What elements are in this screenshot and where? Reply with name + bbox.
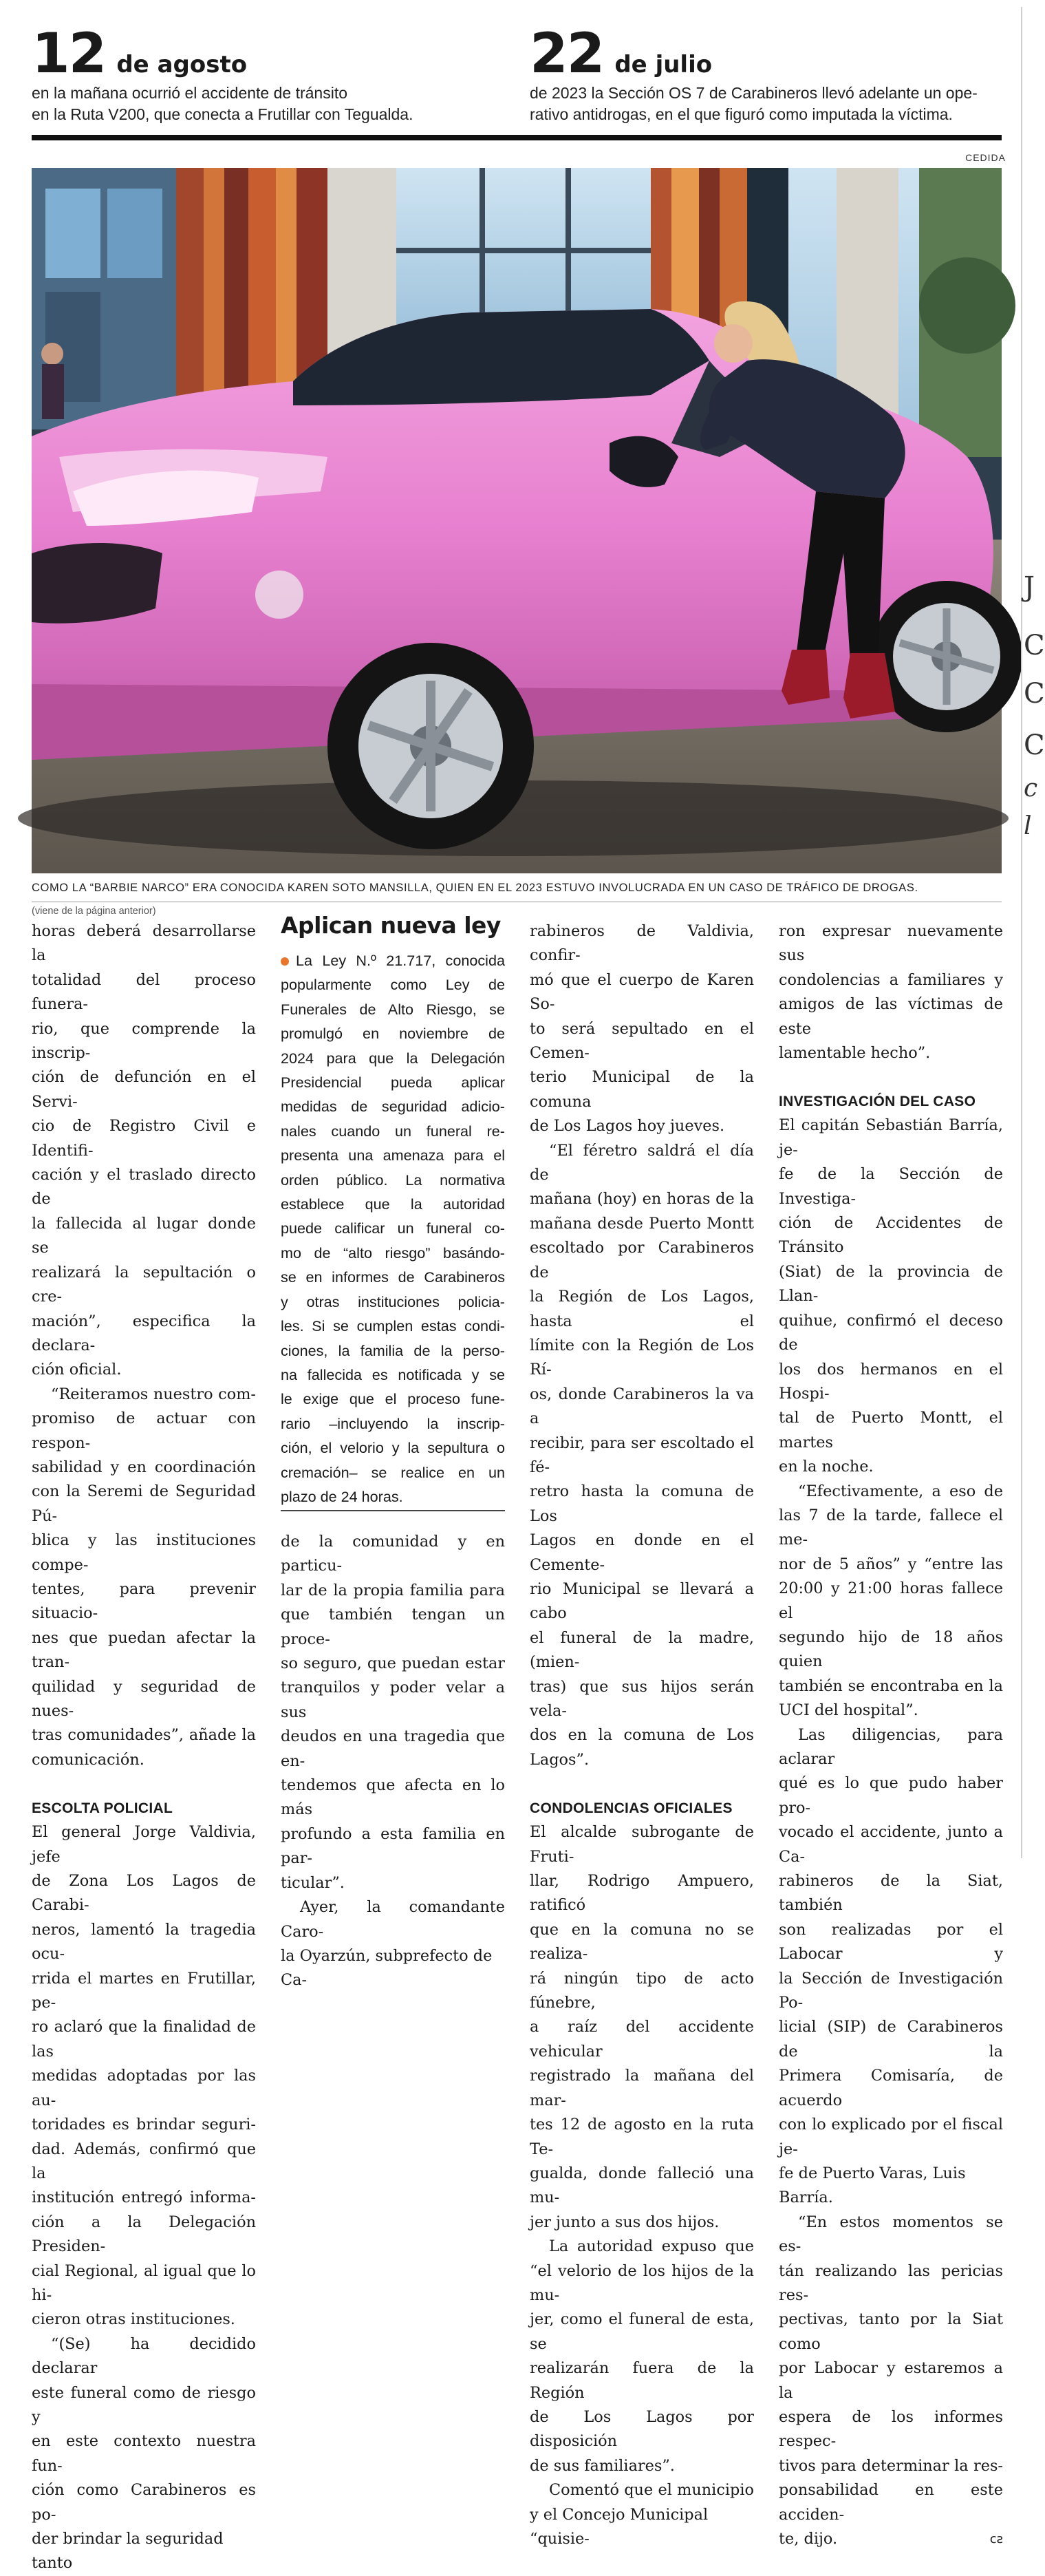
fact-unit: de agosto (116, 51, 248, 78)
text-line: nor de 5 años” y “entre las (779, 1555, 1003, 1573)
text-line: rabineros de Valdivia, confir- (530, 922, 754, 965)
text-line: las 7 de la tarde, fallece el me- (779, 1506, 1003, 1549)
text-line: tendemos que afecta en lo más (281, 1776, 505, 1819)
text-line: lamentable hecho”. (779, 1044, 931, 1063)
sidebox-line: rario –incluyendo la inscrip- (281, 1414, 505, 1432)
text-line: deudos en una tragedia que en- (281, 1727, 505, 1770)
text-line: Ayer, la comandante Caro- (281, 1898, 505, 1941)
text-line: registrado la mañana del mar- (530, 2067, 754, 2109)
text-line: dos en la comuna de Los (530, 1726, 754, 1745)
text-line: comunicación. (32, 1750, 144, 1769)
fact-number: 12 (32, 21, 106, 85)
text-line: tán realizando las pericias res- (779, 2261, 1003, 2304)
text-line: dad. Además, confirmó que la (32, 2140, 256, 2182)
text-line: ción de Accidentes de Tránsito (779, 1214, 1003, 1257)
text-line: la Sección de Investigación Po- (779, 1969, 1003, 2012)
text-line: escoltado por Carabineros de (530, 1239, 754, 1281)
text-line: mañana (hoy) en horas de la (530, 1190, 754, 1209)
text-line: condolencias a familiares y (779, 970, 1003, 989)
text-line: totalidad del proceso funera- (32, 970, 256, 1014)
sidebox-line: Funerales de Alto Riesgo, se (281, 1000, 505, 1018)
text-line: “El féretro saldrá el día de (530, 1141, 754, 1184)
text-line: sabilidad y en coordinación (32, 1458, 256, 1476)
sidebox-line: popularmente como Ley de (281, 976, 505, 994)
text-line: jer junto a sus dos hijos. (530, 2213, 720, 2231)
edge-glyph: l (1024, 812, 1032, 840)
edge-glyph: C (1024, 630, 1045, 661)
sidebox-line: puede calificar un funeral co- (281, 1220, 505, 1237)
text-line: rio, que comprende la inscrip- (32, 1019, 256, 1063)
text-line: El general Jorge Valdivia, jefe (32, 1823, 256, 1866)
text-line: con la Seremi de Seguridad Pú- (32, 1482, 256, 1525)
edge-glyph: J (1024, 571, 1035, 603)
text-line: rio Municipal se llevará a cabo (530, 1579, 754, 1623)
sidebox-line: na fallecida es notificada y se (281, 1365, 505, 1383)
text-line: El alcalde subrogante de Fruti- (530, 1823, 754, 1866)
text-line: tivos para determinar la res- (779, 2456, 1003, 2475)
text-line: institución entregó informa- (32, 2189, 256, 2207)
section-heading: CONDOLENCIAS OFICIALES (530, 1800, 733, 1817)
text-line: tranquilos y poder velar a sus (281, 1679, 505, 1721)
section-heading: INVESTIGACIÓN DEL CASO (779, 1094, 976, 1110)
text-line: cial Regional, al igual que lo hi- (32, 2261, 256, 2304)
text-line: (Siat) de la provincia de Llan- (779, 1262, 1003, 1306)
section-heading: ESCOLTA POLICIAL (32, 1800, 173, 1817)
text-line: mañana desde Puerto Montt (530, 1214, 754, 1233)
sidebox-line: le exige que el proceso fune- (281, 1390, 505, 1408)
text-line: qué es lo que pudo haber pro- (779, 1774, 1003, 1817)
article-paragraph (530, 1139, 754, 1773)
sidebox-line: plazo de 24 horas. (281, 1487, 403, 1505)
text-line: ción como Carabineros es po- (32, 2481, 256, 2524)
sidebox-line: La Ley N.º 21.717, conocida (281, 948, 505, 972)
sidebox-line: promulgó en noviembre de (281, 1025, 505, 1043)
text-line: tras) que sus hijos serán vela- (530, 1677, 754, 1720)
fact-line: en la Ruta V200, que conecta a Frutillar con Tegualda. (32, 105, 413, 123)
text-line: os, donde Carabineros la va a (530, 1385, 754, 1428)
article-column-1 (32, 919, 256, 2576)
text-line: UCI del hospital”. (779, 1701, 918, 1720)
edge-glyph: C (1024, 730, 1045, 761)
text-line: que en la comuna no se realiza- (530, 1920, 754, 1963)
text-line: la Región de Los Lagos, hasta el (530, 1288, 754, 1330)
article-column-2 (281, 1530, 505, 1993)
text-line: blica y las instituciones compe- (32, 1531, 256, 1574)
text-line: amigos de las víctimas de este (779, 995, 1003, 1038)
text-line: horas deberá desarrollarse la (32, 922, 256, 965)
fact-unit: de julio (614, 51, 713, 78)
text-line: llar, Rodrigo Ampuero, ratificó (530, 1872, 754, 1915)
text-line: de Los Lagos hoy jueves. (530, 1117, 725, 1136)
text-line: quilidad y seguridad de nues- (32, 1677, 256, 1720)
text-line: ticular”. (281, 1873, 345, 1892)
text-line: profundo a esta familia en par- (281, 1824, 505, 1868)
text-line: tal de Puerto Montt, el martes (779, 1409, 1003, 1451)
article-paragraph (779, 919, 1003, 1065)
text-line: a raíz del accidente vehicular (530, 2018, 754, 2061)
photo-caption: COMO LA “BARBIE NARCO” ERA CONOCIDA KAREN SOTO MANSILLA, QUIEN EN EL 2023 ESTUVO INVOLUCRADA EN UN CASO DE TRÁFICO DE DROGAS. (32, 882, 918, 894)
text-line: de sus familiares”. (530, 2456, 675, 2475)
next-page-edge (1017, 0, 1045, 1864)
sidebox-line: establece que la autoridad (281, 1195, 505, 1213)
text-line: Primera Comisaría, de acuerdo (779, 2067, 1003, 2109)
text-line: el funeral de la madre, (mien- (530, 1628, 754, 1672)
text-line: de Zona Los Lagos de Carabi- (32, 1872, 256, 1915)
text-line: Lagos”. (530, 1750, 590, 1769)
fact-line: de 2023 la Sección OS 7 de Carabineros llevó adelante un ope- (530, 84, 978, 102)
text-line: rá ningún tipo de acto fúnebre, (530, 1969, 754, 2012)
text-line: rrida el martes en Frutillar, pe- (32, 1969, 256, 2012)
sidebox-line: presenta una amenaza para el (281, 1147, 505, 1164)
text-line: promiso de actuar con respon- (32, 1409, 256, 1452)
text-line: neros, lamentó la tragedia ocu- (32, 1920, 256, 1963)
text-line: por Labocar y estaremos a la (779, 2359, 1003, 2402)
fact-number: 22 (530, 21, 604, 85)
text-line: recibir, para ser escoltado el fé- (530, 1434, 754, 1476)
sidebox-line: nales cuando un funeral re- (281, 1122, 505, 1140)
text-line: fe de la Sección de Investiga- (779, 1165, 1003, 1208)
text-line: Comentó que el municipio (549, 2481, 754, 2500)
fact-text (32, 83, 413, 125)
bystander (41, 343, 64, 419)
text-line: este funeral como de riesgo y (32, 2383, 256, 2426)
sidebox-rule (281, 1510, 505, 1511)
text-line: lar de la propia familia para (281, 1581, 505, 1599)
article-paragraph (281, 1895, 505, 1993)
text-line: jer, como el funeral de esta, se (530, 2310, 754, 2353)
text-line: “(Se) ha decidido declarar (32, 2334, 256, 2378)
text-line: Las diligencias, para aclarar (779, 1725, 1003, 1768)
sidebox-line: cremación– se realice en un (281, 1463, 505, 1481)
sidebox-line: Presidencial pueda aplicar (281, 1074, 505, 1092)
text-line: ción a la Delegación Presiden- (32, 2213, 256, 2256)
text-line: medidas adoptadas por las au- (32, 2067, 256, 2109)
article-paragraph (32, 2332, 256, 2576)
text-line: pectivas, tanto por la Siat como (779, 2310, 1003, 2353)
text-line: quihue, confirmó el deceso de (779, 1311, 1003, 1354)
text-line: to será sepultado en el Cemen- (530, 1019, 754, 1063)
fact-text (530, 83, 978, 125)
text-line: “En estos momentos se es- (779, 2213, 1003, 2256)
text-line: cio de Registro Civil e Identifi- (32, 1117, 256, 1160)
text-line: ción oficial. (32, 1361, 122, 1379)
text-line: de Los Lagos por disposición (530, 2407, 754, 2451)
continued-note: (viene de la página anterior) (32, 906, 156, 917)
sidebox-line: 2024 para que la Delegación (281, 1049, 505, 1067)
text-line: realizará la sepultación o cre- (32, 1263, 256, 1306)
text-line: tras comunidades”, añade la (32, 1726, 256, 1745)
text-line: tes 12 de agosto en la ruta Te- (530, 2116, 754, 2158)
text-line: te, dijo. ᴄƨ (779, 2527, 1003, 2551)
article-paragraph (530, 2235, 754, 2478)
text-line: mación”, especifica la declara- (32, 1312, 256, 1354)
sidebox-title: Aplican nueva ley (281, 912, 501, 939)
text-line: 20:00 y 21:00 horas fallece el (779, 1579, 1003, 1622)
bullet-dot-icon (281, 957, 289, 966)
section-gap (32, 1772, 256, 1796)
edge-glyph: c (1024, 774, 1038, 802)
text-line: segundo hijo de 18 años quien (779, 1628, 1003, 1671)
edge-glyph: C (1024, 678, 1045, 710)
text-line: mó que el cuerpo de Karen So- (530, 970, 754, 1014)
text-line: que también tengan un proce- (281, 1606, 505, 1648)
text-line: ponsabilidad en este acciden- (779, 2481, 1003, 2524)
sidebox-line: y otras instituciones policia- (281, 1292, 505, 1310)
text-line: cieron otras instituciones. (32, 2310, 235, 2329)
fact-line: rativo antidrogas, en el que figuró como imputada la víctima. (530, 105, 953, 123)
sidebox-line: les. Si se cumplen estas condi- (281, 1317, 505, 1335)
text-line: rabineros de la Siat, también (779, 1872, 1003, 1915)
text-line: der brindar la seguridad tanto (32, 2530, 224, 2573)
text-line: ron expresar nuevamente sus (779, 922, 1003, 965)
article-paragraph (32, 919, 256, 1383)
text-line: fe de Puerto Varas, Luis Barría. (779, 2164, 966, 2207)
article-column-3 (530, 919, 754, 2551)
sidebox-line: mo de “alto riesgo” basándo- (281, 1244, 505, 1262)
section-gap (779, 1065, 1003, 1089)
text-line: “el velorio de los hijos de la mu- (530, 2261, 754, 2304)
text-line: retro hasta la comuna de Los (530, 1482, 754, 1525)
text-line: son realizadas por el Labocar y (779, 1920, 1003, 1963)
grille (32, 543, 162, 624)
text-line: “Reiteramos nuestro com- (51, 1385, 256, 1403)
text-line: los dos hermanos en el Hospi- (779, 1360, 1003, 1403)
text-line: licial (SIP) de Carabineros de la (779, 2018, 1003, 2061)
fact-date-august (32, 21, 413, 125)
text-line: y el Concejo Municipal “quisie- (530, 2505, 709, 2548)
article-paragraph (779, 1480, 1003, 1723)
section-gap (530, 1772, 754, 1796)
article-paragraph (779, 1723, 1003, 2211)
article-paragraph (32, 1820, 256, 2332)
sidebox-line: se en informes de Carabineros (281, 1268, 505, 1286)
end-mark-icon: ᴄƨ (989, 2532, 1003, 2546)
article-paragraph (779, 1114, 1003, 1479)
text-line: cación y el traslado directo de (32, 1166, 256, 1209)
front-wheel (327, 643, 534, 849)
header-rule (32, 135, 1002, 140)
article-paragraph (530, 1820, 754, 2235)
article-paragraph (281, 1530, 505, 1895)
text-line: la Oyarzún, subprefecto de Ca- (281, 1946, 493, 1990)
text-line: vocado el accidente, junto a Ca- (779, 1823, 1003, 1866)
text-line: gualda, donde falleció una mu- (530, 2164, 754, 2207)
article-paragraph (530, 2478, 754, 2551)
text-line: en la noche. (779, 1458, 874, 1476)
text-line: ción de defunción en el Servi- (32, 1068, 256, 1111)
photo-credit: CEDIDA (965, 152, 1006, 163)
fact-date-july (530, 21, 978, 125)
text-line: terio Municipal de la comuna (530, 1068, 754, 1111)
text-line: so seguro, que puedan estar (281, 1654, 505, 1673)
text-line: ro aclaró que la finalidad de las (32, 2018, 256, 2061)
sidebox-text (281, 948, 505, 1509)
text-line: la fallecida al lugar donde se (32, 1214, 256, 1257)
text-line: Lagos en donde en el Cemente- (530, 1531, 754, 1574)
text-line: en este contexto nuestra fun- (32, 2432, 256, 2475)
text-line: límite con la Región de Los Rí- (530, 1336, 754, 1379)
sidebox-line: orden público. La normativa (281, 1171, 505, 1189)
text-line: también se encontraba en la (779, 1676, 1003, 1695)
news-photo (32, 168, 1002, 873)
text-line: de la comunidad y en particu- (281, 1533, 505, 1575)
text-line: espera de los informes respec- (779, 2407, 1003, 2451)
article-column-4 (779, 919, 1003, 2551)
text-line: El capitán Sebastián Barría, je- (779, 1116, 1003, 1159)
text-line: toridades es brindar seguri- (32, 2116, 256, 2134)
article-paragraph (32, 1383, 256, 1773)
page-fold-line (1021, 7, 1022, 1858)
text-line: “Efectivamente, a eso de (798, 1482, 1003, 1500)
sidebox-line: ción, el velorio y la sepultura o (281, 1439, 505, 1457)
text-line: con lo explicado por el fiscal je- (779, 2116, 1003, 2158)
text-line: realizarán fuera de la Región (530, 2359, 754, 2402)
sidebox-line: ciones, la familia de la perso- (281, 1341, 505, 1359)
sidebox-line: medidas de seguridad adicio- (281, 1098, 505, 1116)
article-paragraph (530, 919, 754, 1139)
text-line: tentes, para prevenir situacio- (32, 1579, 256, 1623)
text-line: nes que puedan afectar la tran- (32, 1628, 256, 1672)
text-line: La autoridad expuso que (549, 2237, 754, 2256)
article-paragraph (779, 2211, 1003, 2552)
face (714, 324, 753, 363)
sidebox-new-law (281, 912, 505, 1509)
photo-illustration (32, 168, 1002, 873)
fact-line: en la mañana ocurrió el accidente de tránsito (32, 84, 348, 102)
